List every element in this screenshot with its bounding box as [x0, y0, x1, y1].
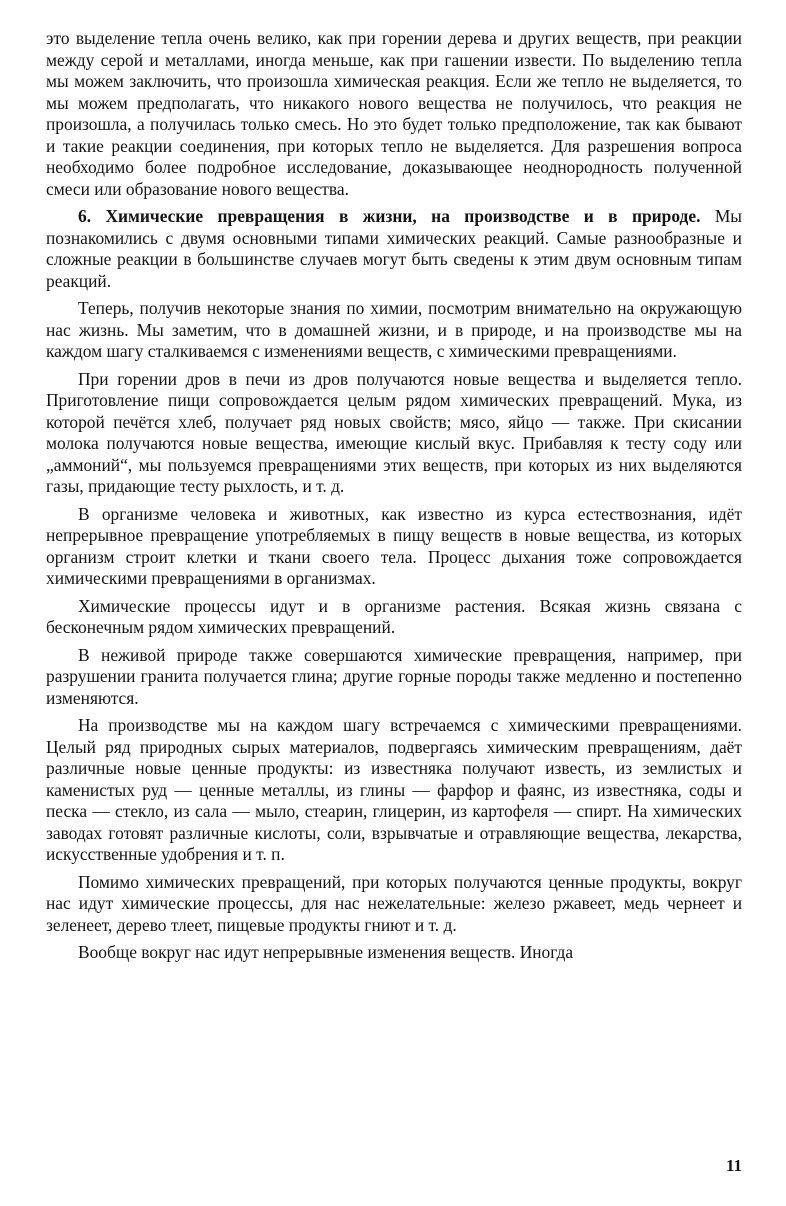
- body-paragraph-4: Химические процессы идут и в организме растения. Всякая жизнь связана с бесконечным рядом химических превращений.: [46, 595, 742, 637]
- continued-paragraph: это выделение тепла очень велико, как при горении дерева и других веществ, при реакции между серой и металлами, иногда меньше, как при гашении извести. По выделению тепла мы можем заключить, что произошла химическая реакция. Если же тепло не выделяется, то мы можем предполагать, что никакого нового вещества не получилось, что реакция не произошла, а получилась только смесь. Но это будет только предположение, так как бывают и такие реакции соединения, при которых тепло не выделяется. Для разрешения вопроса необходимо более подробное исследование, доказывающее неоднородность полученной смеси или образование нового вещества.: [46, 28, 742, 199]
- body-paragraph-5: В неживой природе также совершаются химические превращения, например, при разрушении гранита получается глина; другие горные породы также медленно и постепенно изменяются.: [46, 644, 742, 708]
- page-number: 11: [725, 1155, 742, 1175]
- section-paragraph: [46, 206, 742, 292]
- body-paragraph-7: Помимо химических превращений, при которых получаются ценные продукты, вокруг нас идут химические процессы, для нас нежелательные: железо ржавеет, медь чернеет и зеленеет, дерево тлеет, пищевые продукты гниют и т. д.: [46, 871, 742, 935]
- section-heading: 6. Химические превращения в жизни, на производстве и в природе.: [78, 206, 701, 226]
- body-paragraph-3: В организме человека и животных, как известно из курса естествознания, идёт непрерывное превращение употребляемых в пищу веществ в новые вещества, из которых организм строит клетки и ткани своего тела. Процесс дыхания тоже сопровождается химическими превращениями в организмах.: [46, 503, 742, 588]
- body-paragraph-2: При горении дров в печи из дров получаются новые вещества и выделяется тепло. Приготовление пищи сопровождается целым рядом химических превращений. Мука, из которой печётся хлеб, получает ряд новых свойств; мясо, яйцо — также. При скисании молока получаются новые вещества, имеющие кислый вкус. Прибавляя к тесту соду или „аммоний“, мы пользуемся превращениями этих веществ, при которых из них выделяются газы, придающие тесту рыхлость, и т. д.: [46, 368, 742, 496]
- book-page: [46, 28, 742, 1178]
- body-paragraph-8: Вообще вокруг нас идут непрерывные изменения веществ. Иногда: [78, 942, 574, 962]
- body-paragraph-6: На производстве мы на каждом шагу встречаемся с химическими превращениями. Целый ряд природных сырых материалов, подвергаясь химическим превращениям, даёт различные новые ценные продукты: из известняка получают известь, из землистых и каменистых руд — ценные металлы, из глины — фарфор и фаянс, из известняка, соды и песка — стекло, из сала — мыло, стеарин, глицерин, из картофеля — спирт. На химических заводах готовят различные кислоты, соли, взрывчатые и отравляющие вещества, лекарства, искусственные удобрения и т. п.: [46, 715, 742, 864]
- section-intro-text: Мы познакомились с двумя основными типами химических реакций. Самые разнообразные и сложные реакции в большинстве случаев могут быть сведены к этим двум основным типам реакций.: [46, 206, 742, 291]
- body-paragraph-1: Теперь, получив некоторые знания по химии, посмотрим внимательно на окружающую нас жизнь. Мы заметим, что в домашней жизни, и в природе, и на производстве мы на каждом шагу сталкиваемся с изменениями веществ, с химическими превращениями.: [46, 298, 742, 361]
